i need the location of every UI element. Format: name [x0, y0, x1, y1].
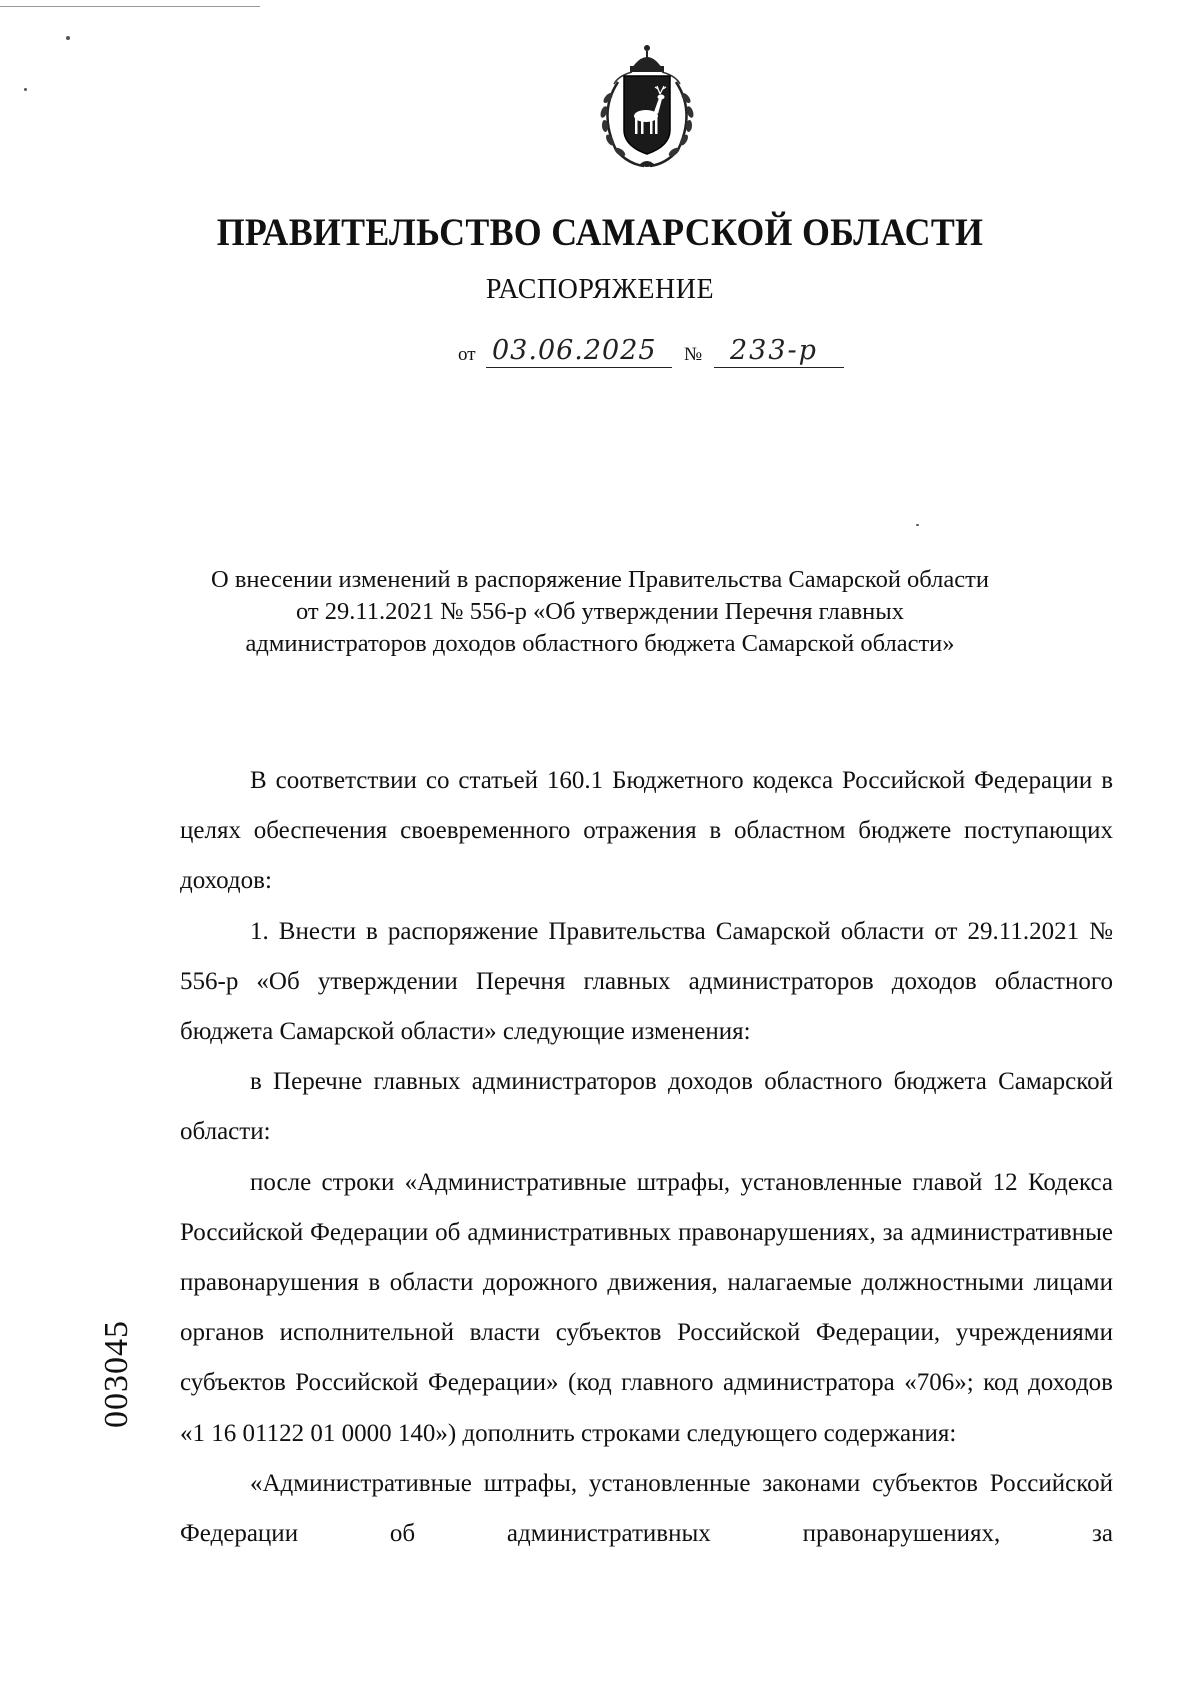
body-paragraph: В соответствии со статьей 160.1 Бюджетного кодекса Российской Федерации в целях обеспечения своевременного отражения в областном бюджете поступающих доходов: [180, 767, 1113, 895]
subject-line: О внесении изменений в распоряжение Правительства Самарской области [211, 566, 989, 593]
body-paragraph: 1. Внести в распоряжение Правительства Самарской области от 29.11.2021 № 556-р «Об утверждении Перечня главных администраторов доходов областного бюджета Самарской области» следующие изменения: [180, 917, 1113, 1046]
number-prefix: № [684, 344, 703, 365]
date-prefix: от [458, 344, 476, 365]
scan-artifact-dot [916, 524, 919, 526]
body-paragraph: в Перечне главных администраторов доходов областного бюджета Самарской области: [180, 1068, 1113, 1146]
date-number-line [458, 332, 858, 372]
scan-artifact-dot [24, 88, 27, 91]
government-title: ПРАВИТЕЛЬСТВО САМАРСКОЙ ОБЛАСТИ [216, 211, 984, 254]
document-type: РАСПОРЯЖЕНИЕ [485, 274, 715, 305]
subject-line: от 29.11.2021 № 556-р «Об утверждении Перечня главных [296, 598, 904, 625]
body-paragraph: после строки «Административные штрафы, установленные главой 12 Кодекса Российской Федерации об административных правонарушениях, за административные правонарушения в области дорожного движения, налагаемые должностными лицами органов исполнительной власти субъектов Российской Федерации, учреждениями субъектов Российской Федерации» (код главного администратора «706»; код доходов «1 16 01122 01 0000 140») дополнить строками следующего содержания: [180, 1168, 1113, 1447]
document-body [180, 756, 1113, 1559]
subject-line: администраторов доходов областного бюджета Самарской области» [245, 630, 955, 657]
scan-artifact-dot [66, 36, 70, 40]
side-serial-stamp: 003045 [98, 1320, 135, 1428]
document-subject [0, 564, 1200, 660]
handwritten-date: 03.06.2025 [492, 335, 657, 366]
scan-artifact-line [0, 6, 260, 7]
body-paragraph: «Административные штрафы, установленные законами субъектов Российской Федерации об административных правонарушениях, за [180, 1469, 1113, 1548]
handwritten-number: 233-р [730, 335, 818, 366]
coat-of-arms-emblem [588, 42, 706, 174]
